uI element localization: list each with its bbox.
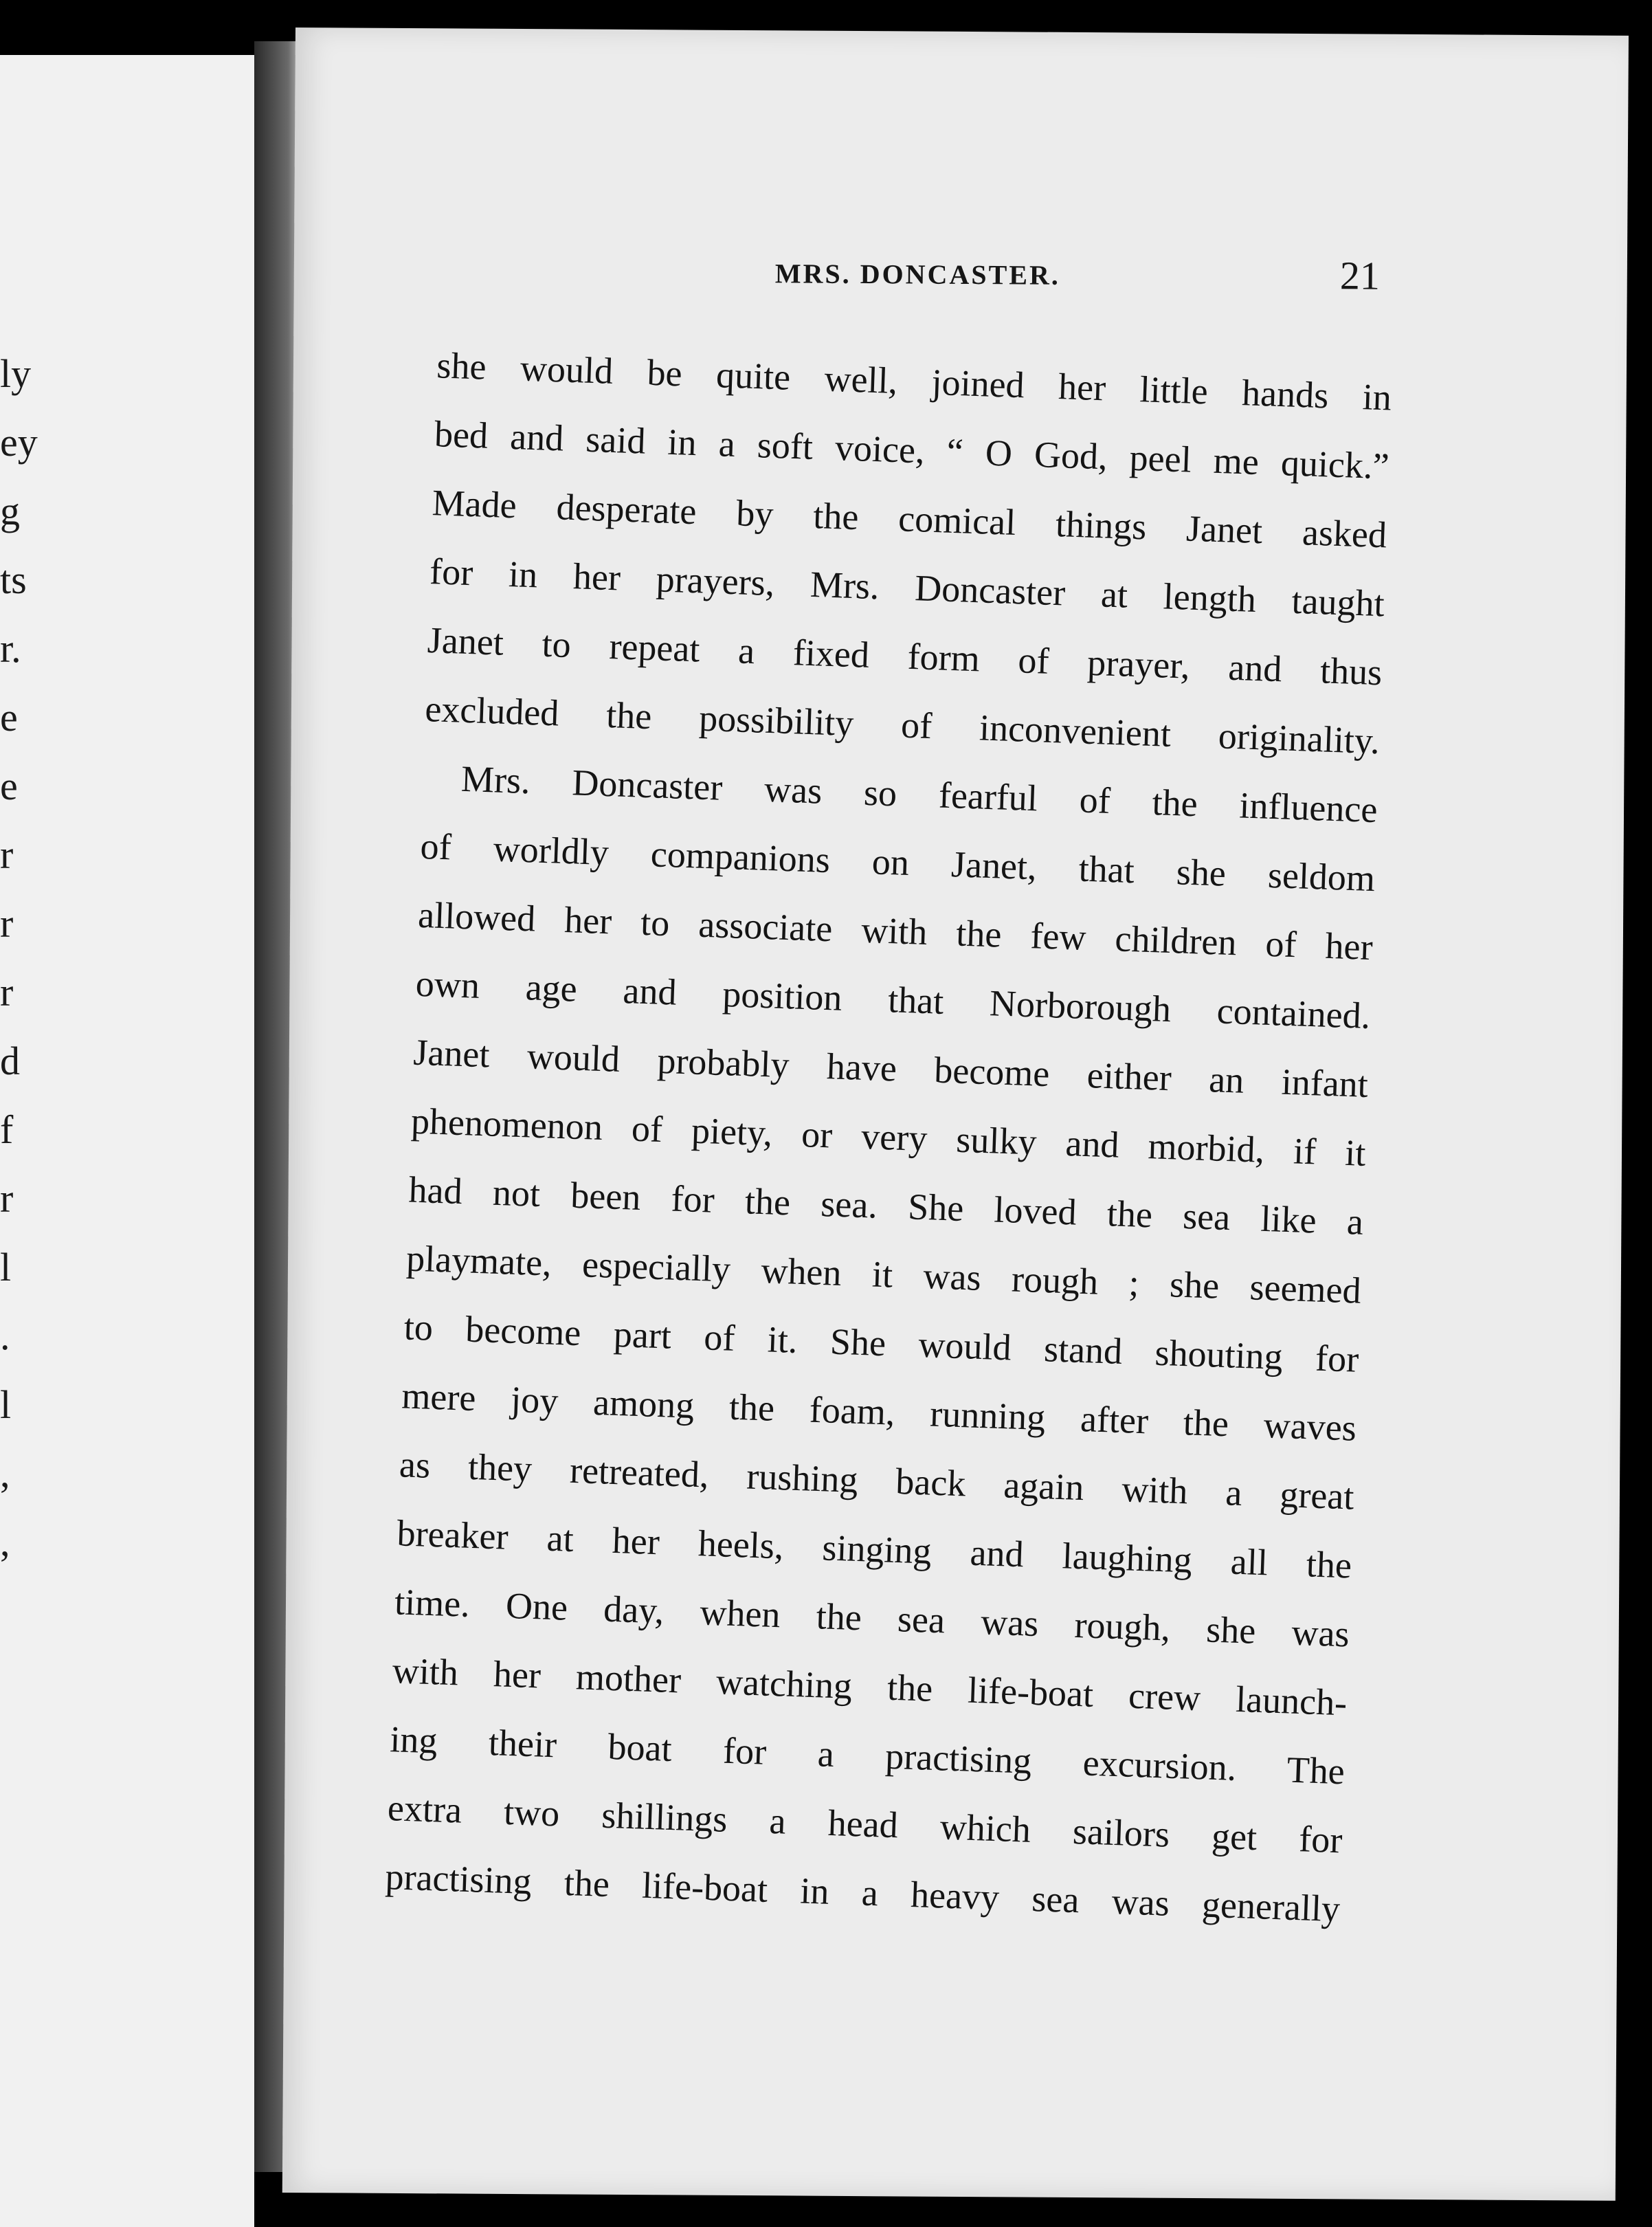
text-line: extra two shillings a head which sailors get for [387, 1787, 1343, 1861]
text-line: own age and position that Norborough contained. [414, 962, 1372, 1037]
left-fragment: l [0, 1382, 12, 1427]
left-fragment: . [0, 1314, 10, 1358]
text-line: with her mother watching the life-boat crew launch- [391, 1650, 1348, 1724]
paragraph-start-line: Mrs. Doncaster was so fearful of the influence [460, 757, 1378, 831]
left-fragment: f [0, 1107, 14, 1152]
body-text [384, 331, 1392, 1943]
left-fragment: r [0, 901, 14, 946]
text-line: playmate, especially when it was rough ; she seemed [405, 1237, 1362, 1311]
text-line: had not been for the sea. She loved the sea like a [408, 1168, 1364, 1243]
left-facing-page [0, 55, 254, 2227]
running-head: MRS. DONCASTER. [774, 258, 1061, 291]
text-line: Made desperate by the comical things Janet asked [431, 482, 1388, 556]
left-fragment: e [0, 695, 18, 740]
left-fragment: r [0, 832, 14, 877]
text-line: Janet to repeat a fixed form of prayer, and thus [426, 619, 1383, 694]
left-fragment: r [0, 1176, 14, 1221]
left-fragment: , [0, 1520, 10, 1564]
left-fragment: ly [0, 351, 32, 396]
text-line: mere joy among the foam, running after the waves [401, 1375, 1357, 1449]
text-line: allowed her to associate with the few children of her [417, 894, 1374, 968]
left-fragment: ts [0, 557, 27, 602]
text-line: ing their boat for a practising excursion. The [389, 1718, 1346, 1793]
text-line: breaker at her heels, singing and laughing all the [396, 1512, 1352, 1586]
text-line: of worldly companions on Janet, that she seldom [419, 825, 1376, 900]
text-line: time. One day, when the sea was rough, she was [394, 1581, 1350, 1655]
left-fragment: l [0, 1245, 12, 1289]
text-line: for in her prayers, Mrs. Doncaster at length taught [429, 551, 1385, 625]
left-fragment: r [0, 970, 14, 1015]
book-page [282, 27, 1629, 2201]
text-line: to become part of it. She would stand shouting for [403, 1306, 1360, 1380]
left-fragment: , [0, 1451, 10, 1496]
text-line: excluded the possibility of inconvenient originality. [424, 687, 1381, 762]
left-fragment: g [0, 489, 20, 533]
left-fragment: r. [0, 626, 21, 671]
left-fragment: e [0, 764, 18, 808]
page-header [293, 254, 1379, 316]
text-line: Janet would probably have become either an infant [412, 1031, 1369, 1105]
text-line: she would be quite well, joined her little hands in [436, 344, 1392, 419]
text-line: bed and said in a soft voice, “ O God, peel me quick.” [434, 413, 1390, 487]
text-line: as they retreated, rushing back again with a great [399, 1443, 1355, 1518]
left-fragment: ey [0, 420, 38, 465]
left-fragment: d [0, 1039, 20, 1083]
text-line: practising the life-boat in a heavy sea was generally [384, 1855, 1341, 1930]
text-line: phenomenon of piety, or very sulky and morbid, if it [410, 1100, 1367, 1174]
page-number: 21 [1339, 253, 1381, 298]
